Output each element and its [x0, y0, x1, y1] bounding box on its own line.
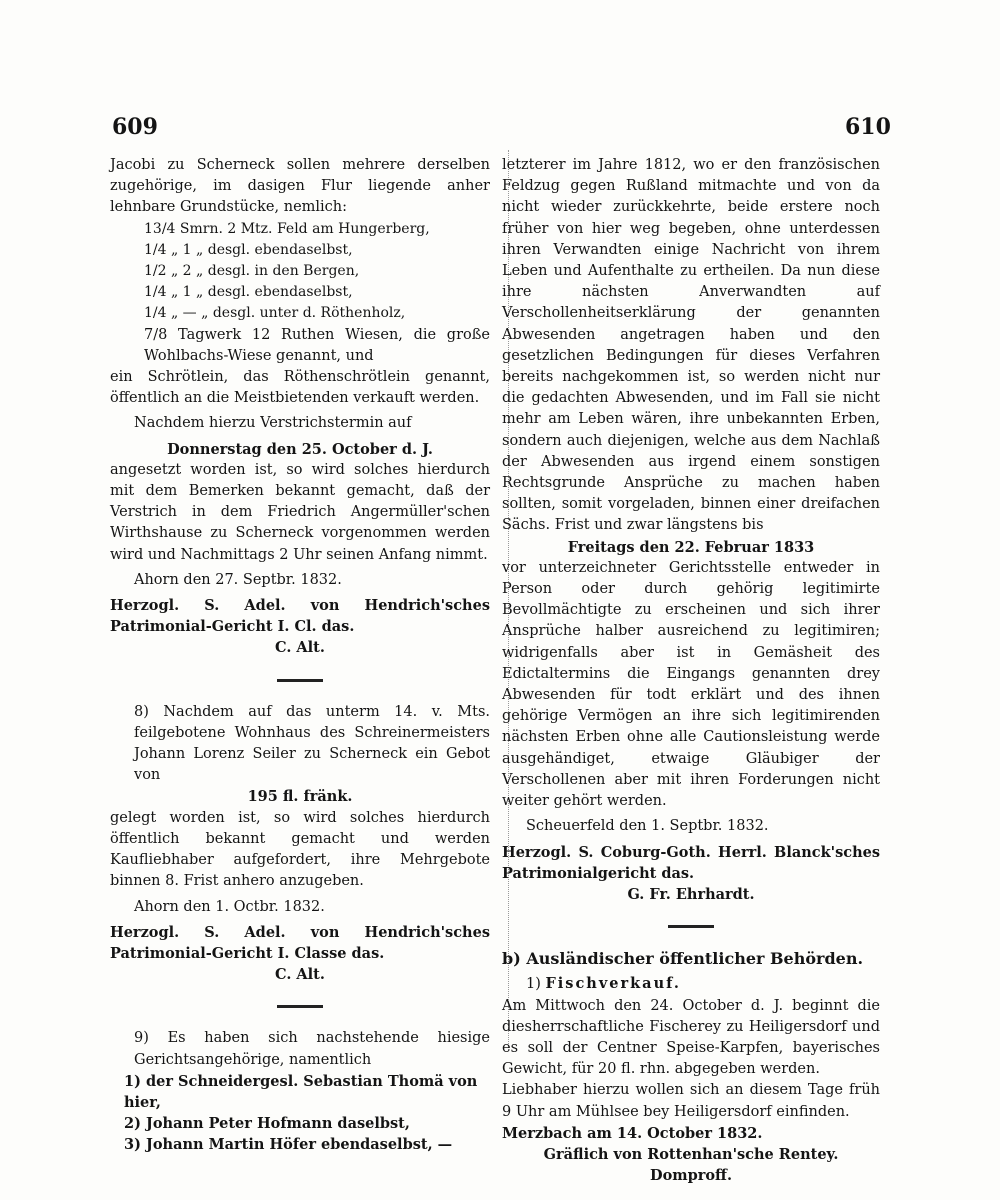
items-end: ein Schrötlein, das Röthenschrötlein genannt, öffentlich an die Meistbietenden verkauft werden. [110, 369, 490, 407]
signature: C. Alt. [275, 639, 325, 657]
place-date: Ahorn den 27. Septbr. 1832. [134, 571, 342, 588]
subsection-number: 1) [526, 976, 541, 993]
page-number-right: 610 [845, 114, 891, 140]
place-date: Scheuerfeld den 1. Septbr. 1832. [526, 818, 769, 835]
page-number-left: 609 [112, 114, 158, 140]
person-item: 1) der Schneidergesl. Sebastian Thomä von hier, [124, 1072, 478, 1111]
person-item: 3) Johann Martin Höfer ebendaselbst, — [124, 1136, 453, 1154]
notice-8-text: gelegt worden ist, so wird solches hierdurch öffentlich bekannt gemacht und werden Kaufliebhaber aufgefordert, ihre Mehrgebote binnen 8. Frist anhero anzugeben. [110, 809, 490, 890]
bid-amount: 195 fl. fränk. [247, 788, 353, 806]
subsection-title [502, 973, 880, 995]
termin-date: Donnerstag den 25. October d. J. [167, 440, 433, 458]
section-separator [668, 925, 714, 928]
left-column [110, 155, 490, 1156]
signature: G. Fr. Ehrhardt. [627, 885, 755, 903]
section-separator [277, 679, 323, 682]
section-heading: b) Ausländischer öffentlicher Behörden. [502, 949, 864, 969]
place-date: Ahorn den 1. Octbr. 1832. [134, 898, 325, 915]
land-item: 1/2 „ 2 „ desgl. in den Bergen, [144, 263, 360, 280]
land-item: 1/4 „ 1 „ desgl. ebendaselbst, [144, 241, 353, 258]
intro-paragraph: Jacobi zu Scherneck sollen mehrere derselben zugehörige, im dasigen Flur liegende anher lehnbare Grundstücke, nemlich: [110, 157, 490, 216]
land-item-list [110, 219, 490, 367]
notice-9-text: vor unterzeichneter Gerichtsstelle entweder in Person oder durch gehörig legitimirte Bevollmächtigte zu erscheinen und sich ihrer Ansprüche halber ausreichend zu legitimiren; widrigenfalls aber ist in Gemäsheit des Edictaltermins die Eingangs genannten drey Abwesenden für todt erklärt und des ihnen gehörige Vermögen an ihre sich legitimirenden nächsten Erben ohne alle Cautionsleistung werde ausgehändiget, etwaige Gläubiger der Verschollenen aber mit ihren Forderungen nicht weiter gehört werden. [502, 559, 880, 810]
land-item: 13/4 Smrn. 2 Mtz. Feld am Hungerberg, [144, 220, 430, 237]
person-item: 2) Johann Peter Hofmann daselbst, [124, 1115, 410, 1133]
land-item: 7/8 Tagwerk 12 Ruthen Wiesen, die große Wohlbachs-Wiese genannt, und [144, 326, 490, 364]
notice-8-intro: 8) Nachdem auf das unterm 14. v. Mts. feilgebotene Wohnhaus des Schreinermeisters Johann Lorenz Seiler zu Scherneck ein Gebot von [134, 703, 490, 784]
signature: C. Alt. [275, 966, 325, 984]
termin-text: angesetzt worden ist, so wird solches hierdurch mit dem Bemerken bekannt gemacht, daß der Verstrich in dem Friedrich Angermüller'schen Wirthshause zu Scherneck vorgenommen werden wird und Nachmittags 2 Uhr seinen Anfang nimmt. [110, 461, 490, 563]
person-list [110, 1071, 490, 1156]
section-separator [277, 1005, 323, 1008]
court-name: Herzogl. S. Coburg-Goth. Herrl. Blanck'sches Patrimonialgericht das. [502, 843, 880, 882]
deadline-date: Freitags den 22. Februar 1833 [567, 538, 815, 556]
right-column [502, 155, 880, 1186]
fish-sale-text-2: Liebhaber hierzu wollen sich an diesem Tage früh 9 Uhr am Mühlsee bey Heiligersdorf einfinden. [502, 1082, 880, 1120]
signature: Domproff. [650, 1167, 732, 1185]
court-name: Herzogl. S. Adel. von Hendrich'sches Patrimonial-Gericht I. Classe das. [110, 923, 490, 962]
notice-9-intro: 9) Es haben sich nachstehende hiesige Gerichtsangehörige, namentlich [134, 1030, 490, 1068]
land-item: 1/4 „ 1 „ desgl. ebendaselbst, [144, 284, 353, 301]
subsection-label: Fischverkauf. [545, 975, 681, 993]
court-name: Herzogl. S. Adel. von Hendrich'sches Patrimonial-Gericht I. Cl. das. [110, 597, 490, 636]
fish-sale-text: Am Mittwoch den 24. October d. J. beginnt die diesherrschaftliche Fischerey zu Heiligersdorf und es soll der Centner Speise-Karpfen, bayerisches Gewicht, für 20 fl. rhn. abgegeben werden. [502, 997, 880, 1078]
place-date: Merzbach am 14. October 1832. [502, 1124, 763, 1142]
notice-9-continuation: letzterer im Jahre 1812, wo er den französischen Feldzug gegen Rußland mitmachte und von da nicht wieder zurückkehrte, beide erstere noch früher von hier weg begeben, ohne unterdessen ihren Verwandten einige Nachricht von ihrem Leben und Aufenthalte zu ertheilen. Da nun diese ihre nächsten Anverwandten auf Verschollenheitserklärung der genannten Abwesenden angetragen haben und den gesetzlichen Bedingungen für dieses Verfahren bereits nachgekommen ist, so werden nicht nur die gedachten Abwesenden, und im Fall sie nicht mehr am Leben wären, ihre unbekannten Erben, sondern auch diejenigen, welche aus dem Nachlaß der Abwesenden aus irgend einem sonstigen Rechtsgrunde Ansprüche zu machen haben sollten, somit vorgeladen, binnen einer dreifachen Sächs. Frist und zwar längstens bis [502, 157, 880, 534]
land-item: 1/4 „ — „ desgl. unter d. Röthenholz, [144, 305, 406, 322]
court-name: Gräflich von Rottenhan'sche Rentey. [543, 1145, 839, 1163]
termin-intro: Nachdem hierzu Verstrichstermin auf [134, 415, 412, 432]
